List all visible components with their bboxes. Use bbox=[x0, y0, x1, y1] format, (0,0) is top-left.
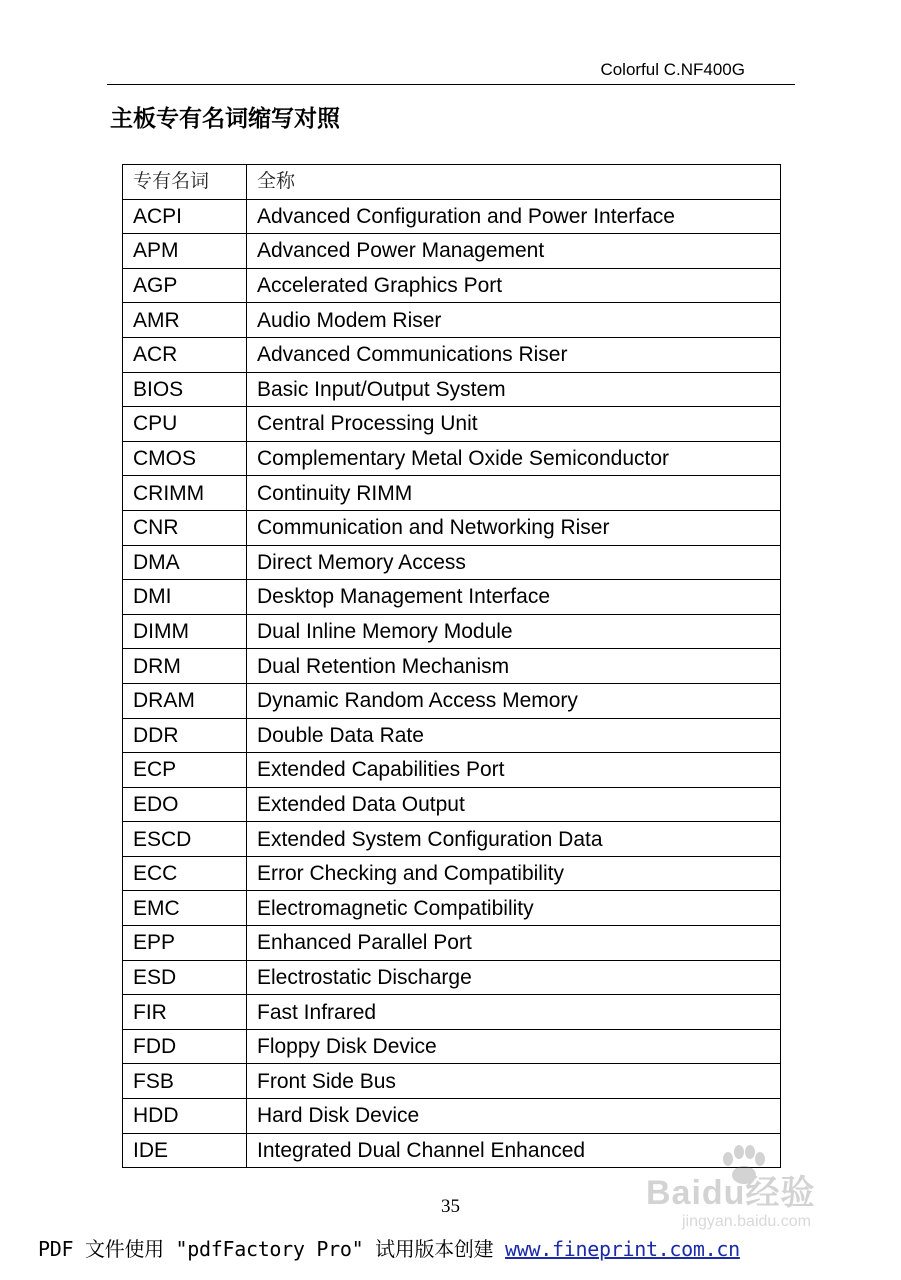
full-name-cell: Dual Retention Mechanism bbox=[247, 649, 781, 684]
abbreviation-cell: ECC bbox=[123, 856, 247, 891]
table-row bbox=[123, 268, 781, 303]
abbreviation-cell: FSB bbox=[123, 1064, 247, 1099]
full-name-cell: Error Checking and Compatibility bbox=[247, 856, 781, 891]
watermark-logo: Baidu经验 bbox=[646, 1174, 816, 1212]
table-row bbox=[123, 476, 781, 511]
full-name-cell: Electromagnetic Compatibility bbox=[247, 891, 781, 926]
full-name-cell: Electrostatic Discharge bbox=[247, 960, 781, 995]
abbreviation-cell: CMOS bbox=[123, 441, 247, 476]
abbreviation-cell: CRIMM bbox=[123, 476, 247, 511]
abbreviation-cell: AMR bbox=[123, 303, 247, 338]
table-body bbox=[123, 165, 781, 1168]
abbreviation-cell: ACPI bbox=[123, 199, 247, 234]
abbreviation-cell: AGP bbox=[123, 268, 247, 303]
full-name-cell: Complementary Metal Oxide Semiconductor bbox=[247, 441, 781, 476]
abbreviation-cell: EDO bbox=[123, 787, 247, 822]
full-name-cell: Direct Memory Access bbox=[247, 545, 781, 580]
footer-text: PDF 文件使用 "pdfFactory Pro" 试用版本创建 bbox=[38, 1237, 506, 1261]
table-row bbox=[123, 718, 781, 753]
abbreviation-table bbox=[122, 164, 781, 1168]
column-header-term: 专有名词 bbox=[123, 165, 247, 200]
full-name-cell: Floppy Disk Device bbox=[247, 1029, 781, 1064]
abbreviation-cell: EMC bbox=[123, 891, 247, 926]
table-row bbox=[123, 303, 781, 338]
table-row bbox=[123, 1064, 781, 1099]
abbreviation-cell: BIOS bbox=[123, 372, 247, 407]
full-name-cell: Central Processing Unit bbox=[247, 407, 781, 442]
abbreviation-cell: ESCD bbox=[123, 822, 247, 857]
abbreviation-cell: DIMM bbox=[123, 614, 247, 649]
table-row bbox=[123, 441, 781, 476]
table-row bbox=[123, 614, 781, 649]
abbreviation-cell: DDR bbox=[123, 718, 247, 753]
abbreviation-cell: CNR bbox=[123, 510, 247, 545]
table-row bbox=[123, 960, 781, 995]
abbreviation-cell: ACR bbox=[123, 337, 247, 372]
baidu-watermark bbox=[640, 1145, 855, 1240]
header-title: Colorful C.NF400G bbox=[600, 60, 745, 79]
abbreviation-cell: FIR bbox=[123, 995, 247, 1030]
column-header-fullname: 全称 bbox=[247, 165, 781, 200]
full-name-cell: Dynamic Random Access Memory bbox=[247, 683, 781, 718]
full-name-cell: Front Side Bus bbox=[247, 1064, 781, 1099]
table-row bbox=[123, 787, 781, 822]
full-name-cell: Hard Disk Device bbox=[247, 1099, 781, 1134]
table-row bbox=[123, 407, 781, 442]
abbreviation-cell: CPU bbox=[123, 407, 247, 442]
table-row bbox=[123, 580, 781, 615]
table-row bbox=[123, 926, 781, 961]
table-header-row bbox=[123, 165, 781, 200]
full-name-cell: Dual Inline Memory Module bbox=[247, 614, 781, 649]
abbreviation-cell: ECP bbox=[123, 753, 247, 788]
table-row bbox=[123, 337, 781, 372]
abbreviation-cell: ESD bbox=[123, 960, 247, 995]
page-title: 主板专有名词缩写对照 bbox=[110, 106, 340, 132]
full-name-cell: Continuity RIMM bbox=[247, 476, 781, 511]
abbreviation-cell: EPP bbox=[123, 926, 247, 961]
abbreviation-cell: DMI bbox=[123, 580, 247, 615]
abbreviation-cell: DMA bbox=[123, 545, 247, 580]
table-row bbox=[123, 510, 781, 545]
full-name-cell: Audio Modem Riser bbox=[247, 303, 781, 338]
abbreviation-cell: HDD bbox=[123, 1099, 247, 1134]
page-number: 35 bbox=[441, 1196, 460, 1217]
full-name-cell: Advanced Communications Riser bbox=[247, 337, 781, 372]
table-row bbox=[123, 372, 781, 407]
table-row bbox=[123, 234, 781, 269]
full-name-cell: Double Data Rate bbox=[247, 718, 781, 753]
full-name-cell: Extended System Configuration Data bbox=[247, 822, 781, 857]
full-name-cell: Communication and Networking Riser bbox=[247, 510, 781, 545]
table-row bbox=[123, 995, 781, 1030]
full-name-cell: Advanced Configuration and Power Interface bbox=[247, 199, 781, 234]
full-name-cell: Fast Infrared bbox=[247, 995, 781, 1030]
full-name-cell: Extended Data Output bbox=[247, 787, 781, 822]
abbreviation-cell: DRM bbox=[123, 649, 247, 684]
table-row bbox=[123, 1029, 781, 1064]
table-row bbox=[123, 891, 781, 926]
table-row bbox=[123, 649, 781, 684]
table-row bbox=[123, 545, 781, 580]
full-name-cell: Enhanced Parallel Port bbox=[247, 926, 781, 961]
watermark-url: jingyan.baidu.com bbox=[682, 1213, 811, 1230]
full-name-cell: Desktop Management Interface bbox=[247, 580, 781, 615]
table-row bbox=[123, 199, 781, 234]
full-name-cell: Integrated Dual Channel Enhanced bbox=[247, 1133, 781, 1168]
table-row bbox=[123, 1099, 781, 1134]
table-row bbox=[123, 753, 781, 788]
full-name-cell: Extended Capabilities Port bbox=[247, 753, 781, 788]
abbreviation-cell: FDD bbox=[123, 1029, 247, 1064]
full-name-cell: Advanced Power Management bbox=[247, 234, 781, 269]
abbreviation-cell: IDE bbox=[123, 1133, 247, 1168]
footer-link[interactable]: www.fineprint.com.cn bbox=[505, 1237, 740, 1261]
header-rule bbox=[107, 84, 795, 85]
abbreviation-cell: APM bbox=[123, 234, 247, 269]
abbreviation-cell: DRAM bbox=[123, 683, 247, 718]
table-row bbox=[123, 822, 781, 857]
table-row bbox=[123, 856, 781, 891]
table-row bbox=[123, 683, 781, 718]
full-name-cell: Accelerated Graphics Port bbox=[247, 268, 781, 303]
footer-notice bbox=[38, 1233, 740, 1262]
full-name-cell: Basic Input/Output System bbox=[247, 372, 781, 407]
